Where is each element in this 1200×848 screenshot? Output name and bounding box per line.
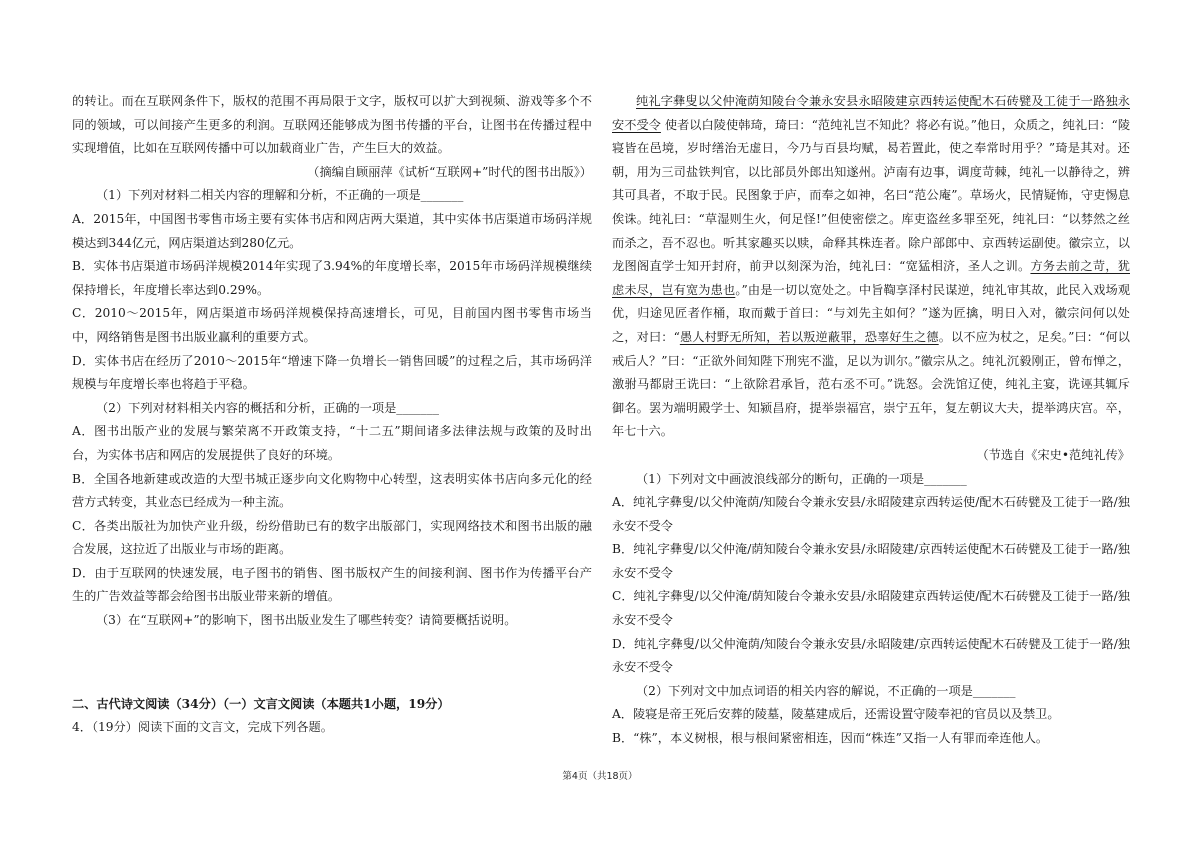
passage-question-1-option-b: B．纯礼字彝叟/以父仲淹/荫知陵台令兼永安县/永昭陵建/京西转运使配木石砖甓及工徒于一路/独永安不受令 (612, 542, 1130, 580)
section-heading: 二、古代诗文阅读（34分）（一）文言文阅读（本题共1小题，19分） (72, 696, 450, 711)
question-1-option-a: A．2015年，中国图书零售市场主要有实体书店和网店两大渠道，其中实体书店渠道市场码洋规模达到344亿元，网店渠道达到280亿元。 (72, 211, 592, 250)
source-citation: （摘编自顾丽萍《试析“互联网+”时代的图书出版》） (307, 164, 592, 179)
question-4: 4．（19分）阅读下面的文言文，完成下列各题。 (72, 720, 333, 735)
question-1-option-c: C．2010～2015年，网店渠道市场码洋规模保持高速增长，可见，目前国内图书零售市场当中，网络销售是图书出版业赢利的重要方式。 (72, 306, 592, 344)
question-2-option-b: B．全国各地新建或改造的大型书城正逐步向文化购物中心转型，这表明实体书店向多元化的经营方式转变，其业态已经成为一种主流。 (72, 471, 592, 510)
underlined-sentence-1: 方务去前之苛，犹虑未尽，岂有宽为患也 (612, 259, 1130, 297)
question-2-option-d: D．由于互联网的快速发展，电子图书的销售、图书版权产生的间接利润、图书作为传播平台产生的广告效益等都会给图书出版业带来新的增值。 (72, 565, 592, 604)
blank-answer-space (72, 633, 592, 693)
passage-question-1-stem: （1）下列对文中画波浪线部分的断句，正确的一项是_______ (636, 471, 967, 486)
underlined-sentence-2: 愚人村野无所知，若以叛逆蔽罪，恐辜好生之德 (679, 329, 939, 344)
left-column (72, 90, 592, 740)
question-1-option-d: D．实体书店在经历了2010～2015年“增速下降一负增长一销售回暖”的过程之后，其市场码洋规模与年度增长率也将趋于平稳。 (72, 353, 592, 392)
passage-question-1-option-c: C．纯礼字彝叟/以父仲淹/荫知陵台令兼永安县/永昭陵建京西转运使/配木石砖甓及工徒于一路/独永安不受令 (612, 589, 1130, 628)
passage-question-2-option-a: A．陵寝是帝王死后安葬的陵墓，陵墓建成后，还需设置守陵奉祀的官员以及禁卫。 (612, 707, 1060, 722)
passage-source: （节选自《宋史•范纯礼传》 (976, 447, 1130, 462)
passage-segment-2: 。”由是一切以宽处之。中旨鞫享泽村民谋逆，纯礼审其故，此民入戏场观优，归途见匠者作桶，取而戴于首曰：“与刘先主如何？”遂为匠擒，明日入对，徽宗问何以处之，对曰：“ (612, 282, 1131, 344)
question-1-option-b: B．实体书店渠道市场码洋规模2014年实现了3.94%的年度增长率，2015年市场码洋规模继续保持增长，年度增长率达到0.29%。 (72, 259, 592, 297)
passage-question-2-option-b: B．“株”，本义树根，根与根间紧密相连，因而“株连”又指一人有罪而牵连他人。 (612, 731, 1049, 746)
wavy-underlined-sentence: 纯礼字彝叟以父仲淹荫知陵台令兼永安县永昭陵建京西转运使配木石砖甓及工徒于一路独永安不受令 (612, 94, 1130, 132)
passage-question-1-option-d: D．纯礼字彝叟/以父仲淹荫/知陵台令兼永安县/永昭陵建/京西转运使配木石砖甓及工徒于一路/独永安不受令 (612, 636, 1130, 675)
intro-paragraph: 的转让。而在互联网条件下，版权的范围不再局限于文字，版权可以扩大到视频、游戏等多个不同的领域，可以间接产生更多的利润。互联网还能够成为图书传播的平台，让图书在传播过程中实现增值，比如在互联网传播中可以加载商业广告，产生巨大的效益。 (72, 94, 592, 156)
question-3: （3）在“互联网+”的影响下，图书出版业发生了哪些转变？请简要概括说明。 (96, 613, 517, 628)
question-2-option-c: C．各类出版社为加快产业升级，纷纷借助已有的数字出版部门，实现网络技术和图书出版的融合发展，这拉近了出版业与市场的距离。 (72, 518, 592, 557)
classical-passage (612, 90, 1130, 444)
page-number-footer: 第4页（共18页） (562, 771, 638, 782)
passage-segment-1: 使者以白陵使韩琦，琦曰：“范纯礼岂不知此？将必有说。”他日，众质之，纯礼曰：“陵寝皆在邑境，岁时缮治无虚日，今乃与百县均赋，曷若置此，使之奉常时用乎？”琦是其对。还朝，用为三司盐铁判官，以比部员外郎出知遂州。泸南有边事，调度苛棘，纯礼一以静待之，辨其可具者，不取于民。民图象于庐，而奉之如神，名曰“范公庵”。草场火，民情疑怖，守吏惕息俟诛。纯礼曰：“草湿则生火，何足怪!”但使密偿之。库吏盗丝多罪至死，纯礼曰：“以棼然之丝而杀之，吾不忍也。听其家趣买以赎，命释其株连者。除户部郎中、京西转运副使。徽宗立，以龙图阁直学士知开封府，前尹以刻深为治，纯礼曰：“宽猛相济，圣人之训。 (612, 117, 1131, 274)
question-2-option-a: A．图书出版产业的发展与繁荣离不开政策支持，“十二五”期间诸多法律法规与政策的及时出台，为实体书店和网店的发展提供了良好的环境。 (72, 424, 592, 462)
question-1-stem: （1）下列对材料二相关内容的理解和分析，不正确的一项是_______ (96, 188, 464, 203)
right-column (612, 90, 1130, 751)
passage-question-2-stem: （2）下列对文中加点词语的相关内容的解说，不正确的一项是_______ (636, 683, 1016, 698)
question-2-stem: （2）下列对材料相关内容的概括和分析，正确的一项是_______ (96, 400, 439, 415)
passage-segment-3: 。以不应为杖之，足矣。”曰：“何以戒后人？”曰：“正欲外间知陛下刑宪不滥，足以为训尔。”徽宗从之。纯礼沉毅刚正，曾布惮之，激驸马都尉王诜曰：“上欲除君承旨，范右丞不可。”诜怒。会洗馆辽使，纯礼主宴，诜诬其辄斥御名。罢为端明殿学士、知颍昌府，提举崇福宫，崇宁五年，复左朝议大夫，提举鸿庆宫。卒，年七十六。 (612, 329, 1130, 439)
passage-question-1-option-a: A．纯礼字彝叟/以父仲淹荫/知陵台令兼永安县/永昭陵建京西转运使/配木石砖甓及工徒于一路/独永安不受令 (612, 495, 1130, 533)
